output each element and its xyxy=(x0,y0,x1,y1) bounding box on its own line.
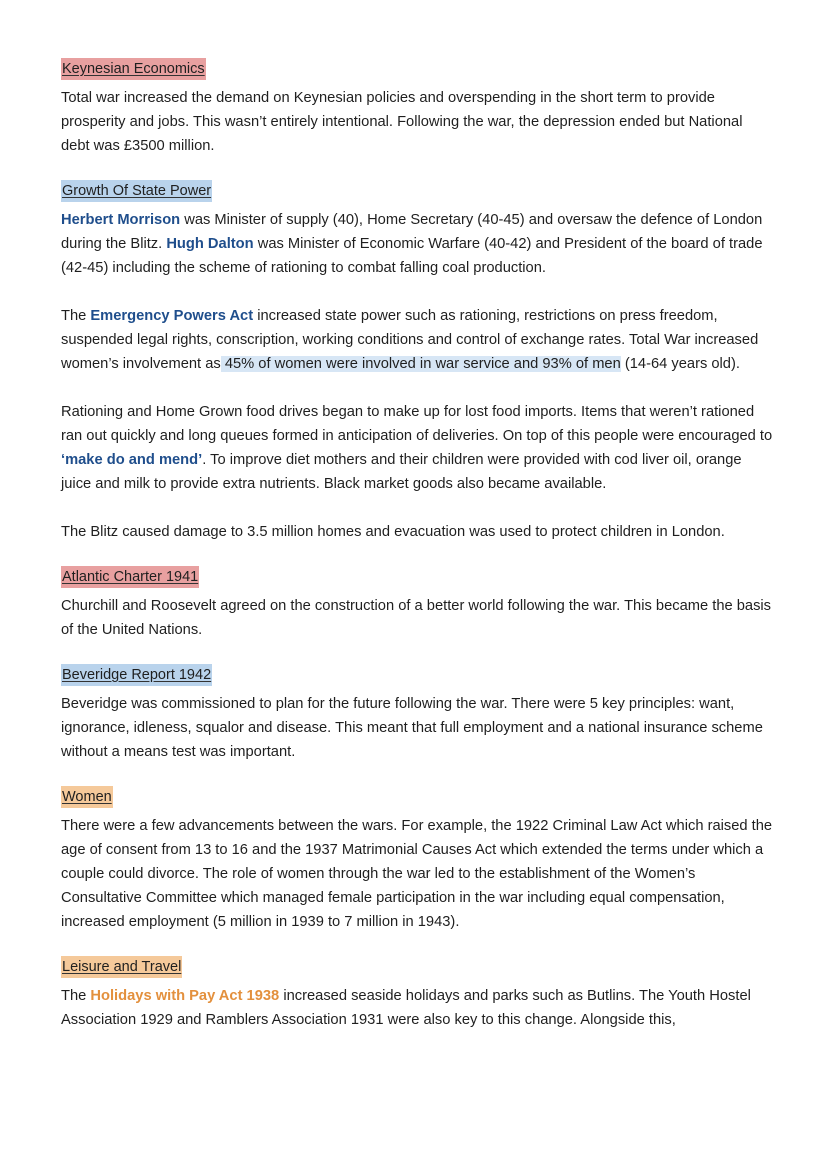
paragraph xyxy=(61,208,773,280)
paragraph-text: was Minister of Economic Warfare (40-42) and President of the board of trade (42-45) including the scheme of rationing to combat falling coal production. xyxy=(61,236,763,276)
section-heading: Growth Of State Power xyxy=(61,180,212,202)
section-heading: Women xyxy=(61,786,113,808)
paragraph: Beveridge was commissioned to plan for the future following the war. There were 5 key principles: want, ignorance, idleness, squalor and disease. This meant that full employment and a national insurance scheme without a means test was important. xyxy=(61,696,763,760)
paragraph-text: The xyxy=(61,308,91,324)
paragraph-text: . To improve diet mothers and their children were provided with cod liver oil, orange juice and milk to provide extra nutrients. Black market goods also became available. xyxy=(61,452,742,492)
section-keynesian-economics xyxy=(61,58,773,158)
paragraph-text: Rationing and Home Grown food drives began to make up for lost food imports. Items that weren’t rationed ran out quickly and long queues formed in anticipation of deliveries. On top of this people were encouraged to xyxy=(61,404,773,444)
keyword: Herbert Morrison xyxy=(61,212,181,228)
document-content xyxy=(61,58,773,1054)
section-heading: Leisure and Travel xyxy=(61,956,182,978)
keyword: Emergency Powers Act xyxy=(90,308,254,324)
paragraph xyxy=(61,400,773,496)
paragraph-text: was Minister of supply (40), Home Secretary (40-45) and oversaw the defence of London during the Blitz. xyxy=(61,212,763,252)
paragraph: The Blitz caused damage to 3.5 million homes and evacuation was used to protect children in London. xyxy=(61,524,725,540)
section-heading: Beveridge Report 1942 xyxy=(61,664,212,686)
paragraph: There were a few advancements between the wars. For example, the 1922 Criminal Law Act which raised the age of consent from 13 to 16 and the 1937 Matrimonial Causes Act which extended the terms under which a couple could divorce. The role of women through the war led to the establishment of the Women’s Consultative Committee which managed female participation in the war including equal compensation, increased employment (5 million in 1939 to 7 million in 1943). xyxy=(61,818,773,930)
section-growth-of-state-power xyxy=(61,180,773,544)
paragraph xyxy=(61,304,773,376)
paragraph: Churchill and Roosevelt agreed on the construction of a better world following the war. This became the basis of the United Nations. xyxy=(61,598,772,638)
section-heading: Atlantic Charter 1941 xyxy=(61,566,199,588)
paragraph: Total war increased the demand on Keynesian policies and overspending in the short term to provide prosperity and jobs. This wasn’t entirely intentional. Following the war, the depression ended but National debt was £3500 million. xyxy=(61,90,743,154)
paragraph-text: The xyxy=(61,988,91,1004)
section-atlantic-charter xyxy=(61,566,773,642)
section-leisure-and-travel xyxy=(61,956,773,1032)
section-heading: Keynesian Economics xyxy=(61,58,206,80)
paragraph xyxy=(61,984,773,1032)
section-women xyxy=(61,786,773,934)
highlighted-text: 45% of women were involved in war service and 93% of men xyxy=(220,356,621,372)
keyword: Hugh Dalton xyxy=(166,236,254,252)
keyword: Holidays with Pay Act 1938 xyxy=(90,988,280,1004)
paragraph-text: (14-64 years old). xyxy=(620,356,740,372)
paragraph-text: increased state power such as rationing, restrictions on press freedom, suspended legal rights, conscription, working conditions and control of exchange rates. Total War increased women’s involvement as xyxy=(61,308,759,372)
paragraph-text: increased seaside holidays and parks such as Butlins. The Youth Hostel Association 1929 and Ramblers Association 1931 were also key to this change. Alongside this, xyxy=(61,988,751,1028)
section-beveridge-report xyxy=(61,664,773,764)
keyword: ‘make do and mend’ xyxy=(61,452,203,468)
